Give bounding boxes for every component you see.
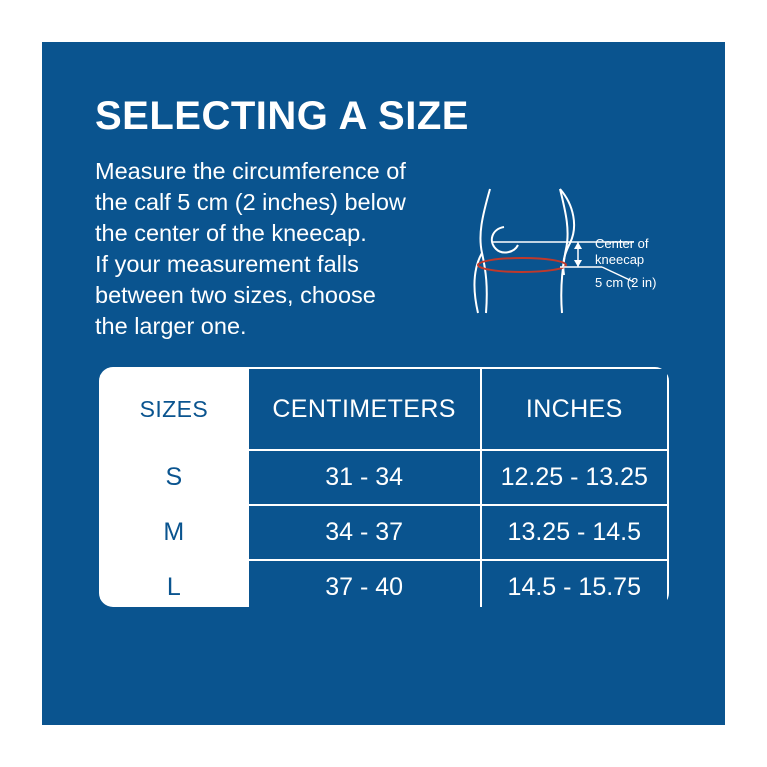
label-center-of-kneecap-line1: Center of [595,236,649,251]
table-row [100,450,668,505]
label-measure-point: 5 cm (2 in) [595,275,657,290]
cell-centimeters: 31 - 34 [248,450,481,505]
label-center-of-kneecap [595,236,695,269]
instructions-line: Measure the circumference of [95,158,406,184]
size-table [99,367,669,607]
column-header-sizes: SIZES [100,368,248,450]
table-header-row [100,368,668,450]
instructions-line: between two sizes, choose [95,282,376,309]
cell-centimeters: 37 - 40 [248,560,481,607]
measurement-circumference-line [478,258,566,272]
cell-size: S [100,450,248,505]
table-row [100,505,668,560]
cell-centimeters: 34 - 37 [248,505,481,560]
blue-panel [42,42,725,725]
column-header-inches: INCHES [481,368,668,450]
cell-inches: 13.25 - 14.5 [481,505,668,560]
size-table-wrapper [99,367,669,607]
cell-size: M [100,505,248,560]
cell-inches: 14.5 - 15.75 [481,560,668,607]
page-title: SELECTING A SIZE [95,94,469,138]
column-header-centimeters: CENTIMETERS [248,368,481,450]
cell-inches: 12.25 - 13.25 [481,450,668,505]
cell-size: L [100,560,248,607]
table-row [100,560,668,607]
instructions-line: If your measurement falls [95,251,359,278]
knee-measurement-diagram [452,187,702,317]
instructions-line: the calf 5 cm (2 inches) below [95,189,406,216]
label-center-of-kneecap-line2: kneecap [595,252,645,268]
arrow-head-up-icon [574,242,582,249]
instructions-text [95,156,475,342]
instructions-line: the center of the kneecap. [95,220,367,247]
instructions-line: the larger one. [95,313,247,340]
arrow-head-down-icon [574,260,582,267]
